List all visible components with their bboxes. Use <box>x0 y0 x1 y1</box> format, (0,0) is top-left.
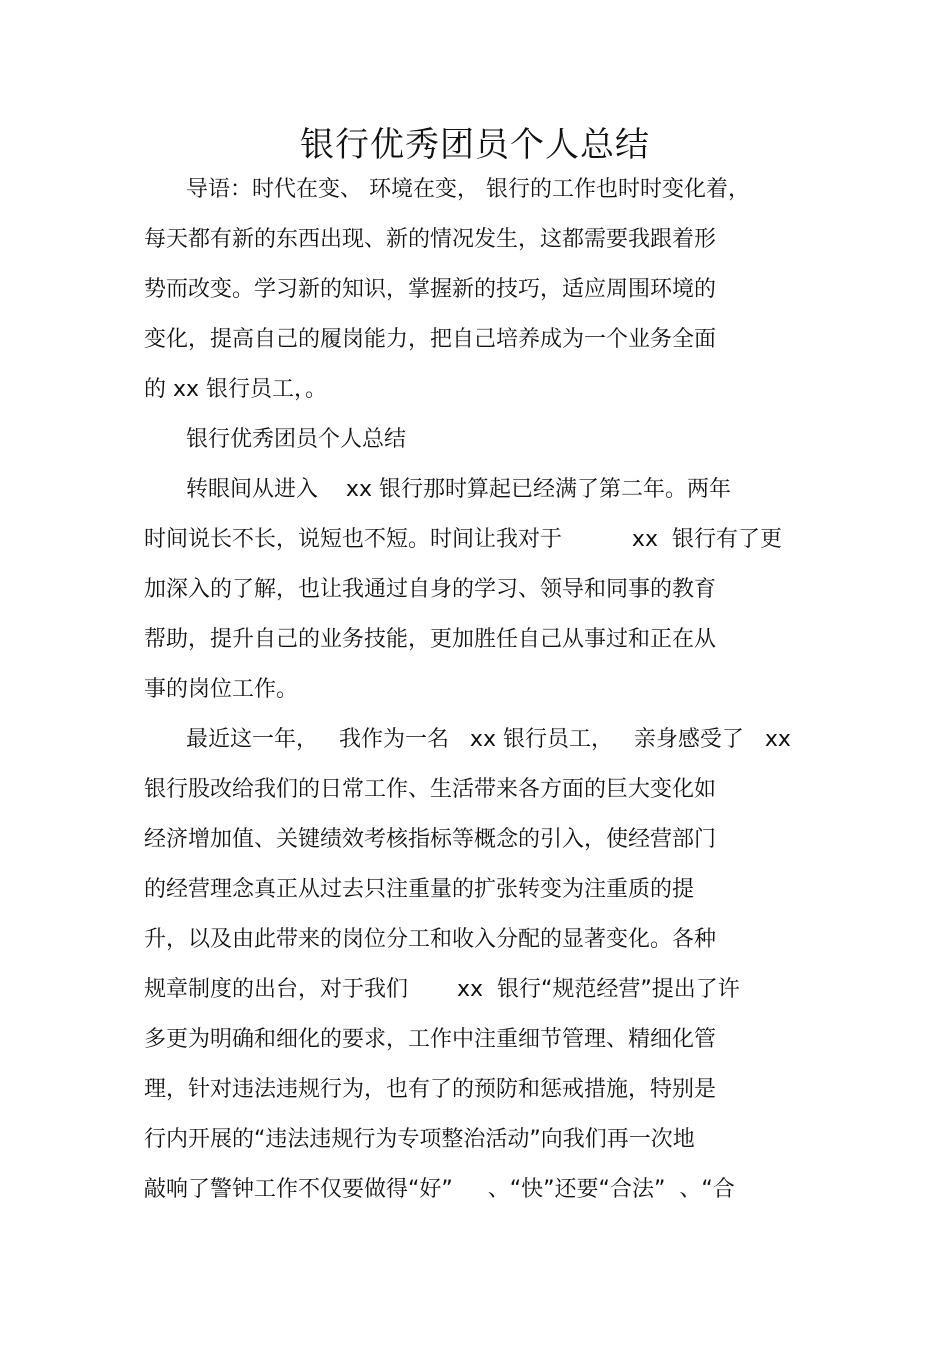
text-line: 加深入的了解，也让我通过自身的学习、领导和同事的教育 <box>144 577 717 602</box>
text-line: 多更为明确和细化的要求，工作中注重细节管理、精细化管 <box>144 1027 717 1052</box>
text-line: 经济增加值、关键绩效考核指标等概念的引入，使经营部门 <box>144 827 717 852</box>
document-title: 银行优秀团员个人总结 <box>300 125 650 165</box>
text-line: 转眼间从进入 xx 银行那时算起已经满了第二年。两年 <box>144 477 731 502</box>
text-line: 的经营理念真正从过去只注重量的扩张转变为注重质的提 <box>144 877 695 902</box>
text-line: 每天都有新的东西出现、新的情况发生，这都需要我跟着形 <box>144 227 717 252</box>
section-heading: 银行优秀团员个人总结 <box>144 427 406 452</box>
text-line: 变化，提高自己的履岗能力，把自己培养成为一个业务全面 <box>144 327 717 352</box>
text-line: 理，针对违法违规行为，也有了的预防和惩戒措施，特别是 <box>144 1077 717 1102</box>
text-line: 规章制度的出台，对于我们 xx 银行“规范经营”提出了许 <box>144 977 740 1002</box>
text-line: 帮助，提升自己的业务技能，更加胜任自己从事过和正在从 <box>144 627 717 652</box>
text-line: 导语：时代在变、 环境在变， 银行的工作也时时变化着， <box>144 177 750 202</box>
text-line: 银行股改给我们的日常工作、生活带来各方面的巨大变化如 <box>144 777 717 802</box>
text-line: 升，以及由此带来的岗位分工和收入分配的显著变化。各种 <box>144 927 717 952</box>
text-line: 的 xx 银行员工，。 <box>144 377 328 402</box>
text-line: 行内开展的“违法违规行为专项整治活动”向我们再一次地 <box>144 1127 695 1152</box>
text-line: 时间说长不长，说短也不短。时间让我对于 xx 银行有了更 <box>144 527 782 552</box>
text-line: 势而改变。学习新的知识，掌握新的技巧，适应周围环境的 <box>144 277 717 302</box>
text-line: 事的岗位工作。 <box>144 677 299 702</box>
text-line: 敲响了警钟工作不仅要做得“好” 、“快”还要“合法” 、“合 <box>144 1177 735 1202</box>
text-line: 最近这一年， 我作为一名 xx 银行员工， 亲身感受了 xx <box>144 727 791 752</box>
